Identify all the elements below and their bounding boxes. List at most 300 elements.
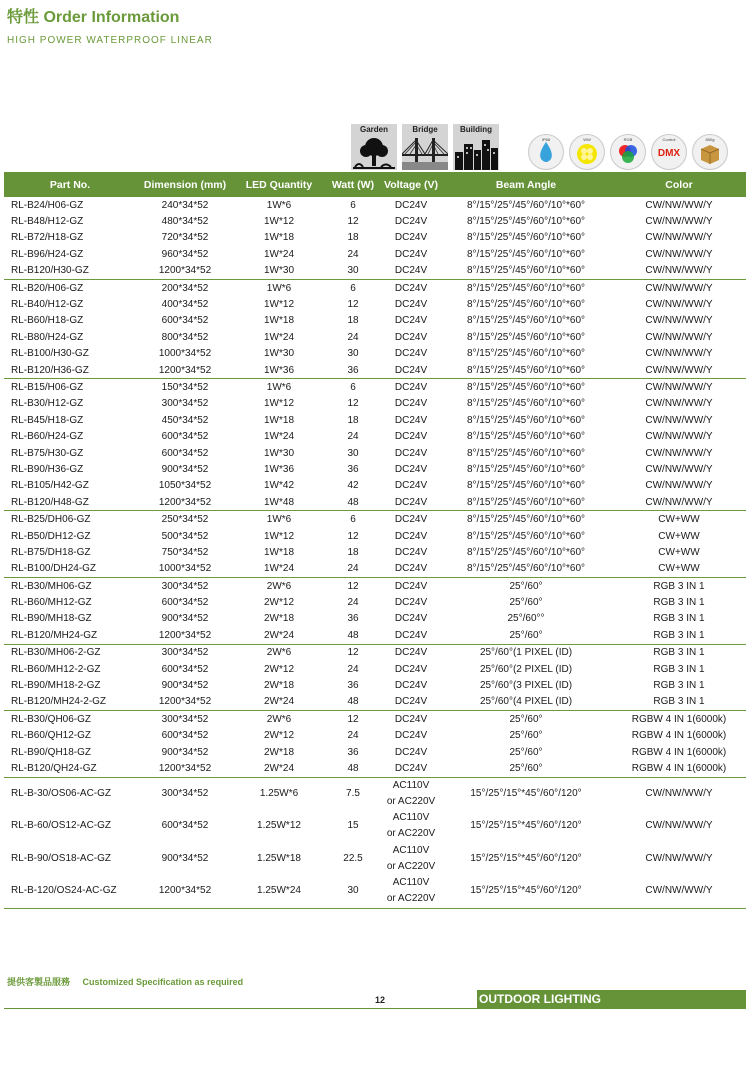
led-quantity-cell: 1W*18 — [263, 232, 294, 244]
color-cell: RGB 3 IN 1 — [653, 613, 705, 625]
watt-cell: 36 — [347, 463, 359, 475]
voltage-cell: DC24V — [394, 546, 428, 558]
color-cell: CW+WW — [612, 511, 746, 528]
dimension-cell: 600*34*52 — [161, 447, 209, 459]
led-quantity-cell: 1.25W*24 — [234, 875, 324, 908]
led-quantity-cell: 1W*30 — [263, 447, 294, 459]
part-no-cell: RL-B90/QH18-GZ — [11, 746, 92, 758]
outdoor-lighting-banner: OUTDOOR LIGHTING — [477, 990, 746, 1008]
watt-cell: 24 — [347, 248, 359, 260]
beam-angle-cell: 8°/15°/25°/45°/60°/10°*60° — [466, 199, 586, 211]
voltage-cell: DC24V — [394, 265, 428, 277]
garden-label: Garden — [359, 125, 388, 134]
voltage-line-1: AC110V — [392, 844, 430, 856]
table-row — [4, 263, 746, 280]
color-cell: CW/NW/WW/Y — [645, 852, 713, 864]
voltage-cell — [382, 843, 440, 876]
building-application — [453, 124, 499, 170]
led-quantity-cell: 2W*24 — [263, 629, 294, 641]
page-number: 12 — [375, 995, 386, 1005]
voltage-line-1: AC110V — [392, 779, 430, 791]
header-part-no: Part No. — [4, 172, 136, 197]
part-no-cell: RL-B60/MH12-2-GZ — [11, 663, 101, 675]
table-row — [4, 230, 746, 246]
building-skyline-icon — [453, 136, 499, 170]
weight-badge — [692, 134, 728, 170]
table-row — [4, 213, 746, 229]
ww-badge — [569, 134, 605, 170]
table-header-row — [4, 172, 746, 197]
part-no-cell: RL-B100/DH24-GZ — [11, 563, 97, 575]
header-voltage: Voltage (V) — [382, 172, 440, 197]
color-cell: RGB 3 IN 1 — [653, 696, 705, 708]
part-no-cell: RL-B30/H12-GZ — [11, 398, 84, 410]
beam-angle-cell: 15°/25°/15°*45°/60°/120° — [440, 875, 612, 908]
voltage-cell: DC24V — [394, 680, 428, 692]
garden-application — [351, 124, 397, 170]
voltage-cell: DC24V — [382, 577, 440, 594]
rgb-label: RGB — [623, 137, 633, 142]
part-no-cell: RL-B45/H18-GZ — [11, 414, 84, 426]
led-quantity-cell: 1W*12 — [263, 299, 294, 311]
beam-angle-cell: 25°/60° — [440, 577, 612, 594]
watt-cell: 15 — [347, 820, 359, 832]
table-row — [4, 627, 746, 644]
voltage-cell: DC24V — [394, 364, 428, 376]
voltage-cell: DC24V — [394, 530, 428, 542]
part-no-cell: RL-B30/MH06-GZ — [4, 577, 136, 594]
color-cell: CW/NW/WW/Y — [645, 447, 713, 459]
color-cell: RGBW 4 IN 1(6000k) — [631, 730, 727, 742]
dimension-cell: 480*34*52 — [161, 216, 209, 228]
dimension-cell: 300*34*52 — [161, 398, 209, 410]
table-row — [4, 744, 746, 760]
beam-angle-cell: 8°/15°/25°/45°/60°/10°*60° — [466, 447, 586, 459]
dimension-cell: 600*34*52 — [161, 597, 209, 609]
dimension-cell: 1200*34*52 — [158, 364, 212, 376]
dimension-cell: 720*34*52 — [161, 232, 209, 244]
led-quantity-cell: 2W*18 — [263, 746, 294, 758]
color-cell: CW/NW/WW/Y — [645, 496, 713, 508]
table-row — [4, 760, 746, 777]
voltage-cell: DC24V — [394, 762, 428, 774]
beam-angle-cell: 8°/15°/25°/45°/60°/10°*60° — [466, 232, 586, 244]
color-cell: CW/NW/WW/Y — [612, 379, 746, 396]
building-label: Building — [460, 125, 492, 134]
beam-angle-cell: 8°/15°/25°/45°/60°/10°*60° — [466, 248, 586, 260]
header-led-quantity: LED Quantity — [234, 172, 324, 197]
voltage-cell: DC24V — [382, 511, 440, 528]
beam-angle-cell: 15°/25°/15°*45°/60°/120° — [470, 852, 582, 864]
watt-cell: 48 — [347, 496, 359, 508]
footer-divider — [4, 1008, 746, 1009]
table-row — [4, 461, 746, 477]
watt-cell: 7.5 — [324, 777, 382, 810]
led-quantity-cell: 1.25W*6 — [234, 777, 324, 810]
beam-angle-cell: 25°/60° — [509, 629, 543, 641]
voltage-cell: DC24V — [394, 746, 428, 758]
voltage-cell — [382, 810, 440, 843]
voltage-cell: DC24V — [394, 232, 428, 244]
voltage-cell: DC24V — [394, 199, 428, 211]
beam-angle-cell: 8°/15°/25°/45°/60°/10°*60° — [466, 463, 586, 475]
part-no-cell: RL-B75/H30-GZ — [11, 447, 84, 459]
part-no-cell: RL-B48/H12-GZ — [11, 216, 84, 228]
led-quantity-cell: 1W*30 — [263, 265, 294, 277]
voltage-cell: DC24V — [394, 696, 428, 708]
dimension-cell: 1200*34*52 — [158, 762, 212, 774]
table-row — [4, 379, 746, 396]
part-no-cell: RL-B105/H42-GZ — [11, 480, 89, 492]
led-quantity-cell: 2W*12 — [263, 597, 294, 609]
led-quantity-cell: 2W*12 — [263, 663, 294, 675]
watt-cell: 6 — [324, 511, 382, 528]
watt-cell: 22.5 — [343, 852, 363, 864]
color-cell: RGB 3 IN 1 — [612, 577, 746, 594]
part-no-cell: RL-B15/H06-GZ — [4, 379, 136, 396]
header-color: Color — [612, 172, 746, 197]
part-no-cell: RL-B60/QH12-GZ — [11, 730, 92, 742]
part-no-cell: RL-B60/H24-GZ — [11, 431, 84, 443]
part-no-cell: RL-B120/MH24-2-GZ — [11, 696, 107, 708]
color-cell: CW/NW/WW/Y — [645, 348, 713, 360]
table-row — [4, 728, 746, 744]
color-cell: CW/NW/WW/Y — [645, 232, 713, 244]
voltage-cell: DC24V — [394, 248, 428, 260]
led-quantity-cell: 2W*6 — [234, 644, 324, 661]
table-row — [4, 396, 746, 412]
beam-angle-cell: 25°/60°(4 PIXEL (ID) — [479, 696, 573, 708]
color-cell: CW/NW/WW/Y — [612, 777, 746, 810]
table-row — [4, 810, 746, 843]
table-row — [4, 428, 746, 444]
led-quantity-cell: 1W*24 — [263, 431, 294, 443]
dimension-cell: 240*34*52 — [161, 199, 209, 211]
voltage-cell: DC24V — [394, 613, 428, 625]
watt-cell: 42 — [347, 480, 359, 492]
table-row — [4, 445, 746, 461]
voltage-cell: DC24V — [382, 379, 440, 396]
color-cell: CW/NW/WW/Y — [645, 299, 713, 311]
beam-angle-cell: 25°/60° — [509, 597, 543, 609]
dimension-cell: 500*34*52 — [161, 530, 209, 542]
color-cell: CW/NW/WW/Y — [645, 820, 713, 832]
beam-angle-cell: 25°/60°(3 PIXEL (ID) — [479, 680, 573, 692]
part-no-cell: RL-B120/H30-GZ — [11, 265, 89, 277]
dimension-cell: 1200*34*52 — [158, 629, 212, 641]
part-no-cell: RL-B90/MH18-GZ — [11, 613, 92, 625]
led-quantity-cell: 1W*12 — [263, 216, 294, 228]
table-row — [4, 478, 746, 494]
voltage-cell: DC24V — [394, 563, 428, 575]
watt-cell: 12 — [347, 530, 359, 542]
part-no-cell: RL-B72/H18-GZ — [11, 232, 84, 244]
led-quantity-cell: 2W*12 — [263, 730, 294, 742]
led-quantity-cell: 1W*18 — [263, 414, 294, 426]
part-no-cell: RL-B120/H36-GZ — [11, 364, 89, 376]
voltage-line-2: or AC220V — [386, 860, 436, 872]
part-no-cell: RL-B20/H06-GZ — [4, 279, 136, 296]
beam-angle-cell: 8°/15°/25°/45°/60°/10°*60° — [466, 414, 586, 426]
table-row — [4, 528, 746, 544]
table-row — [4, 644, 746, 661]
beam-angle-cell: 25°/60° — [509, 746, 543, 758]
dimension-cell: 200*34*52 — [136, 279, 234, 296]
color-cell: RGB 3 IN 1 — [653, 597, 705, 609]
watt-cell: 48 — [347, 696, 359, 708]
table-body — [4, 197, 746, 908]
dimension-cell: 900*34*52 — [161, 613, 209, 625]
color-cell: CW/NW/WW/Y — [645, 331, 713, 343]
dimension-cell: 1050*34*52 — [158, 480, 212, 492]
color-cell: CW/NW/WW/Y — [645, 398, 713, 410]
led-quantity-cell: 1W*6 — [234, 379, 324, 396]
color-cell: CW/NW/WW/Y — [645, 199, 713, 211]
beam-angle-cell: 8°/15°/25°/45°/60°/10°*60° — [466, 496, 586, 508]
dmx-badge — [651, 134, 687, 170]
custom-note-cn: 提供客製品服務 — [7, 977, 71, 987]
part-no-cell: RL-B-30/OS06-AC-GZ — [4, 777, 136, 810]
voltage-cell: DC24V — [394, 629, 428, 641]
voltage-cell: DC24V — [394, 663, 428, 675]
beam-angle-cell: 25°/60°(1 PIXEL (ID) — [440, 644, 612, 661]
beam-angle-cell: 25°/60° — [440, 711, 612, 728]
part-no-cell: RL-B40/H12-GZ — [11, 299, 84, 311]
dimension-cell: 600*34*52 — [161, 730, 209, 742]
dimension-cell: 1000*34*52 — [158, 563, 212, 575]
dimension-cell: 1200*34*52 — [158, 496, 212, 508]
watt-cell: 12 — [347, 216, 359, 228]
color-cell: RGBW 4 IN 1(6000k) — [612, 711, 746, 728]
watt-cell: 18 — [347, 414, 359, 426]
table-row — [4, 561, 746, 578]
custom-note-en: Customized Specification as required — [82, 977, 244, 987]
table-row — [4, 777, 746, 810]
voltage-line-1: AC110V — [392, 812, 430, 824]
watt-cell: 24 — [347, 663, 359, 675]
dimension-cell: 300*34*52 — [136, 777, 234, 810]
table-row — [4, 711, 746, 728]
custom-spec-note — [7, 975, 253, 988]
dimension-cell: 1200*34*52 — [136, 875, 234, 908]
voltage-cell: DC24V — [394, 414, 428, 426]
watt-cell: 24 — [347, 597, 359, 609]
watt-cell: 36 — [347, 364, 359, 376]
bridge-application — [402, 124, 448, 170]
part-no-cell: RL-B80/H24-GZ — [11, 331, 84, 343]
rgb-badge — [610, 134, 646, 170]
color-cell: RGBW 4 IN 1(6000k) — [631, 746, 727, 758]
led-quantity-cell: 2W*24 — [263, 696, 294, 708]
voltage-cell: DC24V — [394, 480, 428, 492]
watt-cell: 12 — [324, 711, 382, 728]
dimension-cell: 900*34*52 — [161, 680, 209, 692]
table-row — [4, 661, 746, 677]
part-no-cell: RL-B90/H36-GZ — [11, 463, 84, 475]
beam-angle-cell: 8°/15°/25°/45°/60°/10°*60° — [466, 431, 586, 443]
header-dimension: Dimension (mm) — [136, 172, 234, 197]
voltage-cell: DC24V — [394, 496, 428, 508]
color-cell: CW/NW/WW/Y — [645, 315, 713, 327]
voltage-cell — [382, 875, 440, 908]
beam-angle-cell: 8°/15°/25°/45°/60°/10°*60° — [466, 480, 586, 492]
header-beam-angle: Beam Angle — [440, 172, 612, 197]
beam-angle-cell: 8°/15°/25°/45°/60°/10°*60° — [466, 265, 586, 277]
dimension-cell: 900*34*52 — [161, 852, 209, 864]
led-quantity-cell: 1W*24 — [263, 563, 294, 575]
dimension-cell: 1200*34*52 — [158, 265, 212, 277]
part-no-cell: RL-B-90/OS18-AC-GZ — [11, 852, 112, 864]
watt-cell: 30 — [347, 447, 359, 459]
dimension-cell: 300*34*52 — [136, 711, 234, 728]
color-cell: CW/NW/WW/Y — [645, 480, 713, 492]
watt-cell: 12 — [324, 577, 382, 594]
led-quantity-cell: 1W*6 — [234, 279, 324, 296]
voltage-cell: DC24V — [394, 463, 428, 475]
dimension-cell: 400*34*52 — [161, 299, 209, 311]
dimension-cell: 600*34*52 — [161, 431, 209, 443]
beam-angle-cell: 8°/15°/25°/45°/60°/10°*60° — [466, 364, 586, 376]
dimension-cell: 960*34*52 — [161, 248, 209, 260]
voltage-cell: DC24V — [394, 431, 428, 443]
dimension-cell: 600*34*52 — [161, 820, 209, 832]
led-quantity-cell: 1W*36 — [263, 463, 294, 475]
beam-angle-cell: 8°/15°/25°/45°/60°/10°*60° — [466, 216, 586, 228]
dimension-cell: 450*34*52 — [161, 414, 209, 426]
beam-angle-cell: 15°/25°/15°*45°/60°/120° — [440, 777, 612, 810]
beam-angle-cell: 8°/15°/25°/45°/60°/10°*60° — [466, 348, 586, 360]
table-row — [4, 494, 746, 511]
table-row — [4, 544, 746, 560]
part-no-cell: RL-B25/DH06-GZ — [4, 511, 136, 528]
control-label: Control — [662, 137, 676, 142]
table-row — [4, 677, 746, 693]
dimension-cell: 600*34*52 — [161, 663, 209, 675]
table-row — [4, 346, 746, 362]
watt-cell: 36 — [347, 746, 359, 758]
part-no-cell: RL-B-120/OS24-AC-GZ — [4, 875, 136, 908]
ww-label: WW — [583, 137, 591, 142]
part-no-cell: RL-B75/DH18-GZ — [11, 546, 91, 558]
watt-cell: 48 — [347, 762, 359, 774]
table-row — [4, 329, 746, 345]
color-cell: CW+WW — [658, 546, 700, 558]
color-cell: RGB 3 IN 1 — [653, 663, 705, 675]
part-no-cell: RL-B30/QH06-GZ — [4, 711, 136, 728]
table-row — [4, 594, 746, 610]
application-icons — [351, 124, 499, 170]
led-quantity-cell: 1W*30 — [263, 348, 294, 360]
color-cell: RGB 3 IN 1 — [612, 644, 746, 661]
part-no-cell: RL-B60/H18-GZ — [11, 315, 84, 327]
dimension-cell: 250*34*52 — [136, 511, 234, 528]
led-quantity-cell: 2W*24 — [263, 762, 294, 774]
watt-cell: 18 — [347, 546, 359, 558]
voltage-cell: DC24V — [394, 730, 428, 742]
ip68-badge — [528, 134, 564, 170]
voltage-cell: DC24V — [394, 348, 428, 360]
watt-cell: 12 — [347, 299, 359, 311]
beam-angle-cell: 8°/15°/25°/45°/60°/10°*60° — [466, 398, 586, 410]
table-row — [4, 296, 746, 312]
part-no-cell: RL-B120/MH24-GZ — [11, 629, 98, 641]
voltage-cell: DC24V — [394, 216, 428, 228]
dimension-cell: 600*34*52 — [161, 315, 209, 327]
beam-angle-cell: 25°/60° — [509, 762, 543, 774]
table-row — [4, 279, 746, 296]
watt-cell: 30 — [347, 348, 359, 360]
led-quantity-cell: 1W*18 — [263, 546, 294, 558]
table-row — [4, 362, 746, 379]
led-quantity-cell: 2W*6 — [234, 577, 324, 594]
part-no-cell: RL-B24/H06-GZ — [11, 199, 84, 211]
watt-cell: 12 — [324, 644, 382, 661]
table-row — [4, 694, 746, 711]
color-cell: CW/NW/WW/Y — [645, 248, 713, 260]
dimension-cell: 1200*34*52 — [158, 696, 212, 708]
led-quantity-cell: 1.25W*12 — [257, 820, 301, 832]
watt-cell: 6 — [350, 199, 356, 211]
dimension-cell: 1000*34*52 — [158, 348, 212, 360]
dimension-cell: 300*34*52 — [136, 644, 234, 661]
led-quantity-cell: 1W*42 — [263, 480, 294, 492]
part-no-cell: RL-B120/QH24-GZ — [11, 762, 97, 774]
beam-angle-cell: 8°/15°/25°/45°/60°/10°*60° — [440, 379, 612, 396]
beam-angle-cell: 8°/15°/25°/45°/60°/10°*60° — [466, 331, 586, 343]
beam-angle-cell: 8°/15°/25°/45°/60°/10°*60° — [466, 299, 586, 311]
voltage-cell: DC24V — [394, 299, 428, 311]
watt-cell: 6 — [324, 379, 382, 396]
watt-cell: 30 — [347, 265, 359, 277]
table-row — [4, 577, 746, 594]
table-row — [4, 197, 746, 213]
part-no-cell: RL-B96/H24-GZ — [11, 248, 84, 260]
part-no-cell: RL-B120/H48-GZ — [11, 496, 89, 508]
bridge-icon — [402, 136, 448, 170]
garden-tree-icon — [351, 136, 397, 170]
color-cell: CW+WW — [658, 530, 700, 542]
color-cell: CW/NW/WW/Y — [645, 364, 713, 376]
watt-cell: 6 — [324, 279, 382, 296]
led-quantity-cell: 1W*6 — [234, 511, 324, 528]
beam-angle-cell: 25°/60° — [509, 730, 543, 742]
voltage-cell: DC24V — [394, 331, 428, 343]
header-watt: Watt (W) — [324, 172, 382, 197]
beam-angle-cell: 8°/15°/25°/45°/60°/10°*60° — [440, 511, 612, 528]
watt-cell: 30 — [324, 875, 382, 908]
feature-icons — [528, 134, 728, 170]
voltage-line-2: or AC220V — [386, 795, 436, 807]
ip68-label: IP68 — [541, 137, 551, 142]
dimension-cell: 900*34*52 — [161, 746, 209, 758]
table-row — [4, 875, 746, 908]
voltage-line-1: AC110V — [392, 877, 430, 889]
watt-cell: 24 — [347, 331, 359, 343]
led-quantity-cell: 1W*12 — [263, 398, 294, 410]
beam-angle-cell: 8°/15°/25°/45°/60°/10°*60° — [466, 315, 586, 327]
led-quantity-cell: 2W*18 — [263, 613, 294, 625]
voltage-cell — [382, 777, 440, 810]
voltage-cell: DC24V — [394, 597, 428, 609]
color-cell: CW+WW — [658, 563, 700, 575]
led-quantity-cell: 1W*24 — [263, 331, 294, 343]
led-quantity-cell: 1W*36 — [263, 364, 294, 376]
color-cell: CW/NW/WW/Y — [645, 463, 713, 475]
part-no-cell: RL-B-60/OS12-AC-GZ — [11, 820, 112, 832]
led-quantity-cell: 2W*6 — [234, 711, 324, 728]
color-cell: CW/NW/WW/Y — [645, 431, 713, 443]
led-quantity-cell: 1W*6 — [266, 199, 292, 211]
